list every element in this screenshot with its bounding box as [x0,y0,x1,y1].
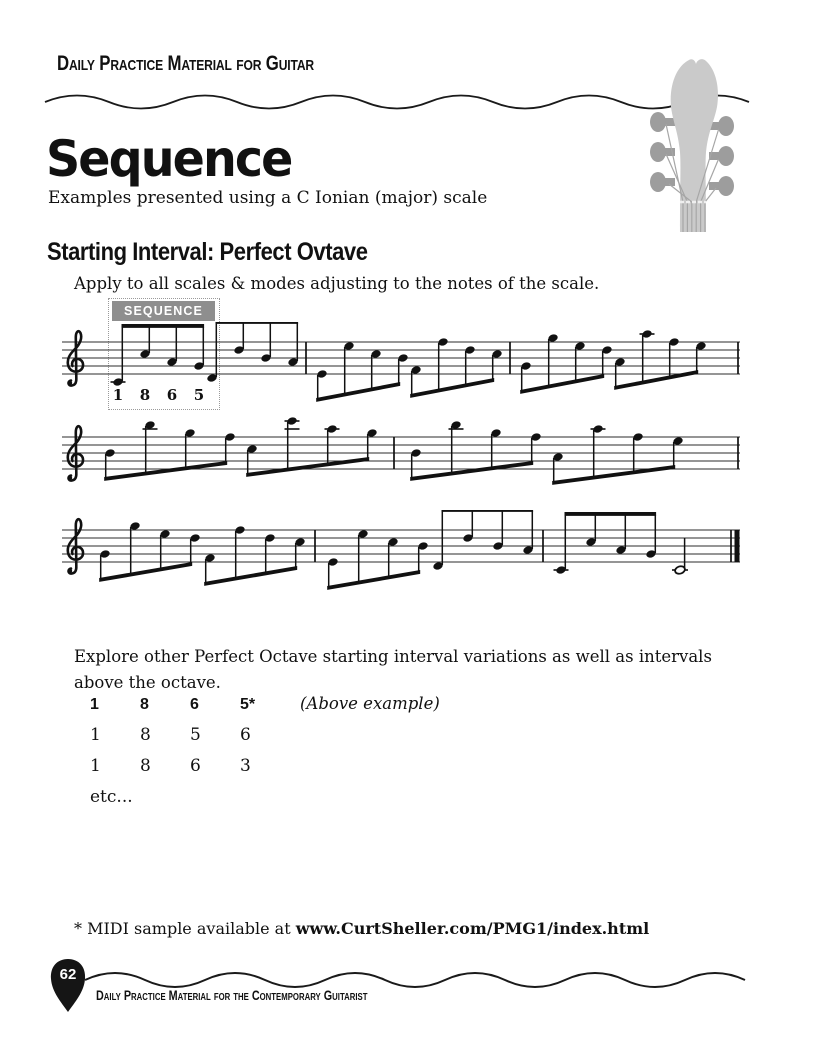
variation-cell: 1 [90,725,101,745]
page-number: 62 [59,966,77,983]
variation-cell: 5* [240,696,256,713]
note-group [111,324,205,387]
section-heading: Starting Interval: Perfect Ovtave [47,238,368,266]
note-group [552,424,683,485]
explore-text: Explore other Perfect Octave starting interval variations as well as intervals above the octave. [74,647,712,693]
music-staff-3 [40,510,800,630]
note-group [614,329,706,390]
variation-row [90,725,440,756]
variation-cell: 8 [140,725,151,745]
note-group [104,420,235,481]
variation-cell: 6 [190,696,199,713]
variation-cell: 6 [190,756,201,776]
variation-cell: 6 [240,725,251,745]
variation-row [90,694,440,725]
sequence-label: SEQUENCE [112,301,215,321]
variations-table [90,694,440,787]
variation-cell: 3 [240,756,251,776]
tuner-knob [718,146,734,166]
tuner-knob [718,116,734,136]
variation-row [90,756,440,787]
page-header-title: DAILY PRACTICE MATERIAL FOR GUITAR [57,52,314,75]
variation-cell: 5 [190,725,201,745]
note-group [410,420,541,481]
guitar-headstock-graphic [646,52,738,232]
footer-title: DAILY PRACTICE MATERIAL FOR THE CONTEMPORARY GUITARIST [96,988,368,1003]
midi-url: www.CurtSheller.com/PMG1/index.html [295,919,650,938]
variation-cell: 8 [140,756,151,776]
degree-number: 6 [166,386,178,404]
degree-number: 1 [112,386,124,404]
page-number-badge [48,958,88,1014]
half-note [672,538,688,575]
note-group [410,337,502,398]
tuner-knob [650,112,666,132]
degree-number: 8 [139,386,151,404]
variation-cell: 1 [90,696,99,713]
tuner-knob [650,172,666,192]
page-title: Sequence [46,130,292,188]
midi-note [74,919,649,938]
page-subtitle: Examples presented using a C Ionian (major) scale [48,188,488,208]
variation-cell: 8 [140,696,149,713]
note-group [246,417,377,477]
headstock-outline [671,59,718,232]
note-group [204,525,305,586]
tuner-knob [650,142,666,162]
tuner-knob [718,176,734,196]
note-group [554,512,657,575]
degree-number: 5 [193,386,205,404]
etc-label: etc... [90,787,133,807]
variation-note: (Above example) [300,694,440,713]
variation-cell: 1 [90,756,101,776]
instruction-text: Apply to all scales & modes adjusting to the notes of the scale. [74,274,600,293]
midi-note-prefix: * MIDI sample available at [74,919,296,938]
final-barline-thick [735,530,740,562]
